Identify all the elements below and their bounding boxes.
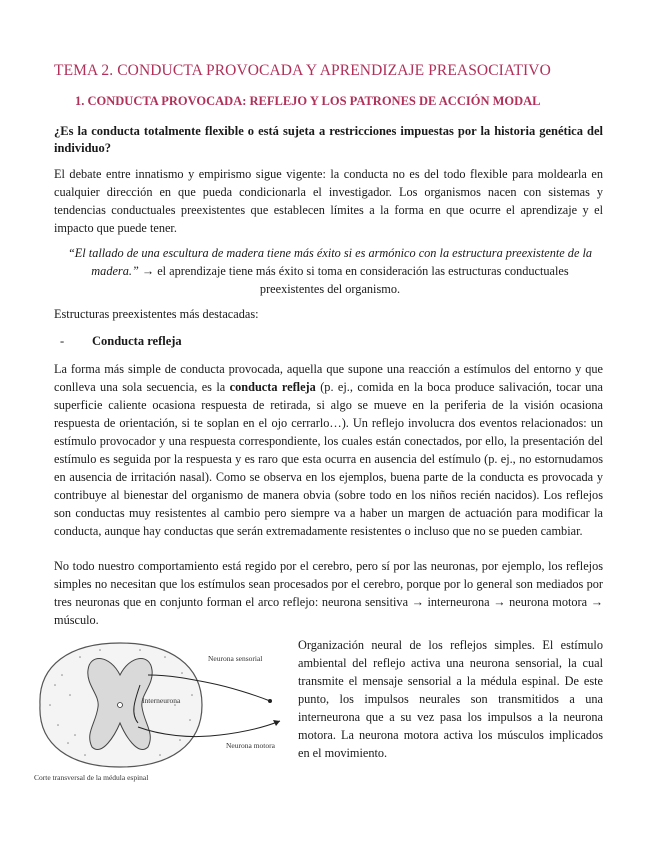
label-sensory-neuron: Neurona sensorial — [208, 654, 263, 663]
reflex-text-a: La forma más simple de conducta provocada, aquella que supone una reacción a estímulos del entorno y que conlleva una sola secuencia, es la — [54, 362, 603, 394]
label-figure-caption: Corte transversal de la médula espinal — [34, 773, 149, 782]
neuron-paragraph: No todo nuestro comportamiento está regido por el cerebro, pero sí por las neuronas, por ejemplo, los reflejos simples no necesitan que los estímulos sean procesados por el cerebro, porque por lo general son mediados por tres neuronas que en conjunto forman el arco reflejo: neurona sensitiva → interneurona → neurona motora → músculo. — [54, 559, 603, 627]
label-motor-neuron: Neurona motora — [226, 741, 275, 750]
spinal-cord-figure — [30, 635, 290, 783]
structures-intro: Estructuras preexistentes más destacadas: — [54, 307, 259, 321]
guiding-question: ¿Es la conducta totalmente flexible o está sujeta a restricciones impuestas por la historia genética del individuo? — [54, 124, 603, 155]
quote-block — [60, 244, 600, 298]
bullet-dash: - — [60, 334, 65, 348]
quote-rest: → el aprendizaje tiene más éxito si toma en consideración las estructuras conductuales preexistentes del organismo. — [138, 264, 569, 296]
section-heading: 1. CONDUCTA PROVOCADA: REFLEJO Y LOS PATRONES DE ACCIÓN MODAL — [75, 94, 541, 108]
figure-caption: Organización neural de los reflejos simples. El estímulo ambiental del reflejo activa una neurona sensorial, la cual transmite el mensaje sensorial a la médula espinal. De este punto, los impulsos neurales son transmitidos a una interneurona que a su vez pasa los impulsos a la neurona motora. La neurona motora activa los músculos implicados en el movimiento. — [298, 638, 603, 760]
reflex-term-bold: conducta refleja — [229, 380, 316, 394]
reflex-paragraph — [54, 360, 603, 540]
sensory-neuron-body — [268, 699, 272, 703]
reflex-text-b: (p. ej., comida en la boca produce salivación, tocar una superficie caliente ocasiona respuesta de retirada, si algo se mueve en la periferia de la visión ocasiona respuesta de orientación, si te soplan en el ojo cerrarlo…). Un reflejo involucra dos eventos relacionados: un estímulo provocador y una respuesta correspondiente, los cuales están conectados, por ello, la presentación del estímulo es seguida por la respuesta y es raro que esta ocurra en ausencia del estímulo (p. ej., no estornudamos en ausencia de irritación nasal). Como se observa en los ejemplos, buena parte de la conducta es provocada y contribuye al bienestar del organismo de manera obvia (sobre todo en los niños recién nacidos). Los reflejos son conductas muy resistentes al cambio pero siempre va a haber un margen de actuación para modificar la conducta, aunque hay conductas que serán extremadamente resistentes o incluso que no se pueden cambiar. — [54, 380, 603, 538]
label-interneuron: Interneurona — [142, 696, 181, 705]
bullet-label: Conducta refleja — [92, 334, 182, 348]
central-canal — [118, 703, 123, 708]
bullet-item-conducta-refleja — [60, 334, 182, 349]
quote-italic: “El tallado de una escultura de madera tiene más éxito si es armónico con la estructura preexistente de la madera.” — [67, 246, 593, 278]
page-title: TEMA 2. CONDUCTA PROVOCADA Y APRENDIZAJE PREASOCIATIVO — [54, 62, 551, 79]
intro-paragraph: El debate entre innatismo y empirismo sigue vigente: la conducta no es del todo flexible para moldearla en cualquier dirección en que pueda condicionarla el investigador. Los organismos nacen con sistemas y tendencias conductuales preexistentes que establecen límites a la forma en que ocurre el aprendizaje y el impacto que puede tener. — [54, 167, 603, 235]
